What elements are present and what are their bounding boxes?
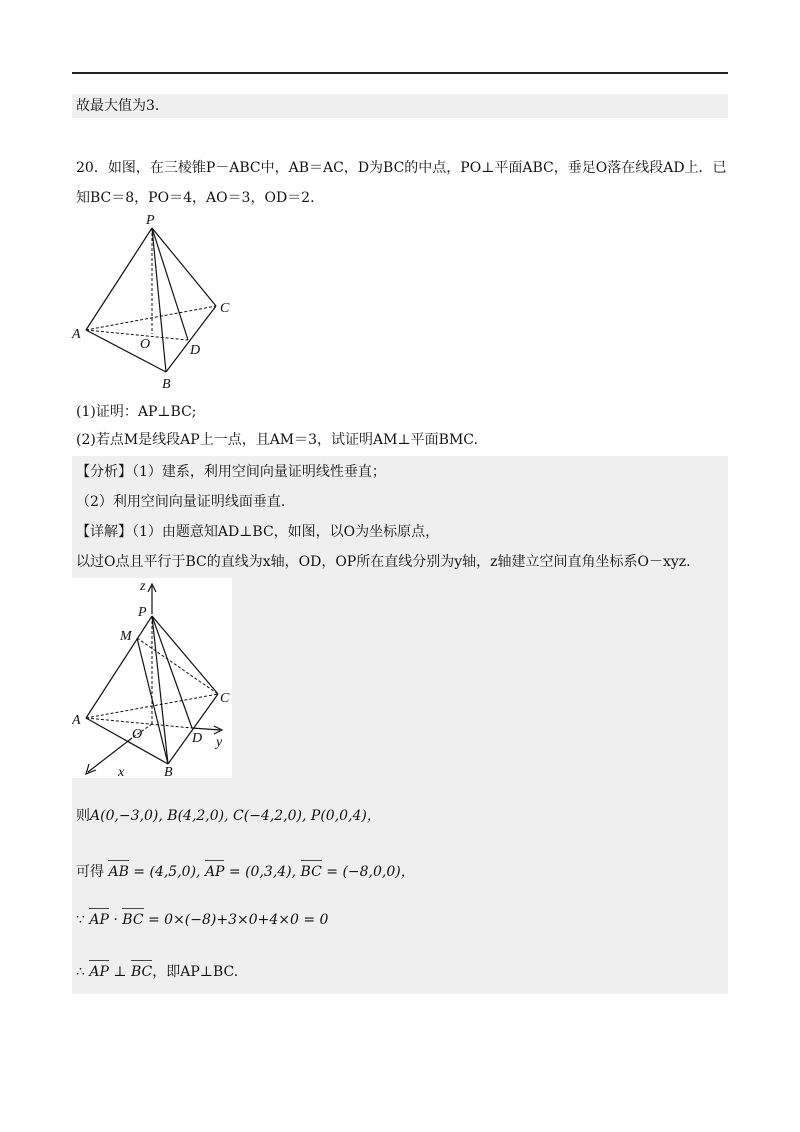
- vector-BC: BC: [300, 864, 322, 880]
- perp-vector-BC: BC: [130, 964, 153, 980]
- vector-AB: AB: [108, 864, 129, 880]
- conclusion-text: ，即AP⊥BC.: [152, 964, 239, 980]
- perp-vector-AP: AP: [89, 964, 109, 980]
- question-1: (1)证明：AP⊥BC;: [76, 404, 197, 420]
- label-M: M: [120, 629, 132, 644]
- coords-values: A(0,−3,0), B(4,2,0), C(−4,2,0), P(0,0,4)，: [90, 808, 381, 824]
- problem-stem-line-2: 知BC＝8，PO＝4，AO＝3，OD＝2.: [76, 190, 315, 206]
- label-D: D: [190, 343, 201, 358]
- analysis-line-2: （2）利用空间向量证明线面垂直.: [76, 494, 286, 510]
- vector-BC-value: = (−8,0,0)，: [321, 864, 415, 880]
- label-A: A: [72, 327, 81, 342]
- vectors-prefix: 可得: [76, 864, 104, 880]
- dot-symbol: ·: [108, 912, 123, 928]
- edge-AB: [86, 330, 166, 372]
- label-C: C: [220, 691, 230, 706]
- label-C: C: [220, 301, 230, 316]
- pyramid-figure: [66, 210, 246, 395]
- label-z: z: [140, 579, 146, 594]
- edge-PC: [152, 228, 216, 306]
- label-A: A: [72, 713, 81, 728]
- analysis-line-1: 【分析】（1）建系，利用空间向量证明线性垂直；: [76, 464, 386, 480]
- label-D: D: [192, 731, 203, 746]
- label-B: B: [162, 377, 171, 392]
- question-2: (2)若点M是线段AP上一点，且AM＝3，试证明AM⊥平面BMC.: [76, 432, 478, 448]
- edge-PA: [86, 228, 152, 330]
- prev-answer-line: 故最大值为3．: [76, 98, 169, 114]
- vector-AP: AP: [204, 864, 225, 880]
- dot-product-line: [76, 910, 328, 930]
- vector-AP-value: = (0,3,4),: [224, 864, 301, 880]
- perp-symbol: ⊥: [108, 964, 131, 980]
- dot-vector-AP: AP: [89, 912, 109, 928]
- label-x: x: [118, 765, 125, 778]
- dot-product-value: = 0×(−8)+3×0+4×0 = 0: [143, 912, 329, 928]
- label-y: y: [216, 735, 223, 750]
- prev-answer-background: [72, 94, 728, 118]
- coordinate-figure: [72, 578, 232, 778]
- top-rule: [72, 72, 728, 74]
- therefore-symbol: ∴: [76, 964, 85, 980]
- vector-AB-value: = (4,5,0),: [128, 864, 205, 880]
- coords-prefix: 则: [76, 808, 90, 824]
- label-P: P: [146, 213, 155, 228]
- detail-line-2: 以过O点且平行于BC的直线为x轴，OD，OP所在直线分别为y轴，z轴建立空间直角坐标系O－xyz.: [76, 554, 691, 570]
- label-P: P: [138, 605, 147, 620]
- coords-line: [76, 806, 381, 826]
- label-B: B: [164, 765, 173, 778]
- vectors-line: [76, 862, 415, 882]
- edge-AC-hidden: [86, 306, 216, 330]
- because-symbol: ∵: [76, 912, 85, 928]
- label-O: O: [140, 337, 151, 352]
- detail-line-1: 【详解】（1）由题意知AD⊥BC，如图，以O为坐标原点，: [76, 524, 440, 540]
- conclusion-line: [76, 962, 238, 982]
- dot-vector-BC: BC: [122, 912, 144, 928]
- problem-stem-line-1: 20．如图，在三棱锥P－ABC中，AB＝AC，D为BC的中点，PO⊥平面ABC，垂足O落在线段AD上．已: [76, 160, 727, 176]
- label-O: O: [132, 727, 143, 742]
